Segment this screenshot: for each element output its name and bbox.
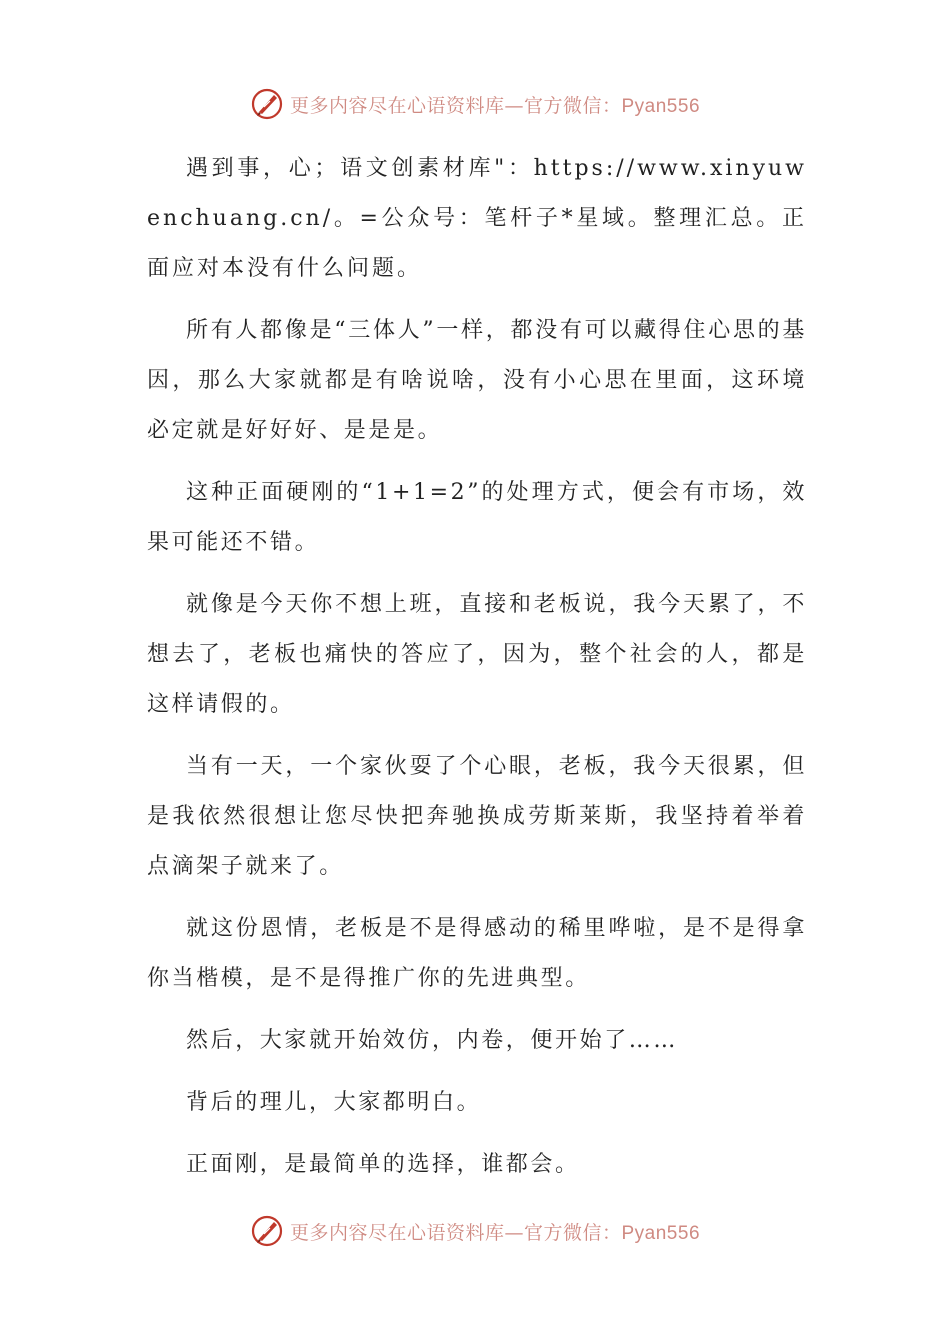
- quill-pen-logo-icon: [250, 1214, 284, 1248]
- paragraph-3: 这种正面硬刚的“1+1=2”的处理方式，便会有市场，效果可能还不错。: [147, 480, 807, 555]
- footer-wechat-handle: Pyan556: [621, 1222, 701, 1244]
- footer-banner-label: 更多内容尽在心语资料库—官方微信：: [289, 1221, 622, 1244]
- document-body: [147, 144, 807, 1202]
- quill-pen-logo-icon: [250, 87, 284, 121]
- header-banner: [0, 82, 950, 126]
- header-banner-label: 更多内容尽在心语资料库—官方微信：: [289, 94, 622, 117]
- header-wechat-handle: Pyan556: [621, 95, 701, 117]
- paragraph-6: 就这份恩情，老板是不是得感动的稀里哗啦，是不是得拿你当楷模，是不是得推广你的先进典型。: [147, 916, 807, 991]
- paragraph-5: 当有一天，一个家伙耍了个心眼，老板，我今天很累，但是我依然很想让您尽快把奔驰换成劳斯莱斯，我坚持着举着点滴架子就来了。: [147, 754, 807, 879]
- footer-banner-text: [290, 1218, 700, 1245]
- header-banner-text: [290, 91, 700, 118]
- paragraph-9: 正面刚，是最简单的选择，谁都会。: [186, 1152, 580, 1177]
- footer-banner: [0, 1209, 950, 1253]
- paragraph-2: 所有人都像是“三体人”一样，都没有可以藏得住心思的基因，那么大家就都是有啥说啥，没有小心思在里面，这环境必定就是好好好、是是是。: [147, 318, 807, 443]
- paragraph-8: 背后的理儿，大家都明白。: [186, 1090, 482, 1115]
- paragraph-4: 就像是今天你不想上班，直接和老板说，我今天累了，不想去了，老板也痛快的答应了，因为，整个社会的人，都是这样请假的。: [147, 592, 807, 717]
- paragraph-7: 然后，大家就开始效仿，内卷，便开始了……: [186, 1028, 679, 1053]
- paragraph-1: 遇到事，心；语文创素材库"：https://www.xinyuwenchuang.cn/。=公众号：笔杆子*星域。整理汇总。正面应对本没有什么问题。: [147, 156, 807, 281]
